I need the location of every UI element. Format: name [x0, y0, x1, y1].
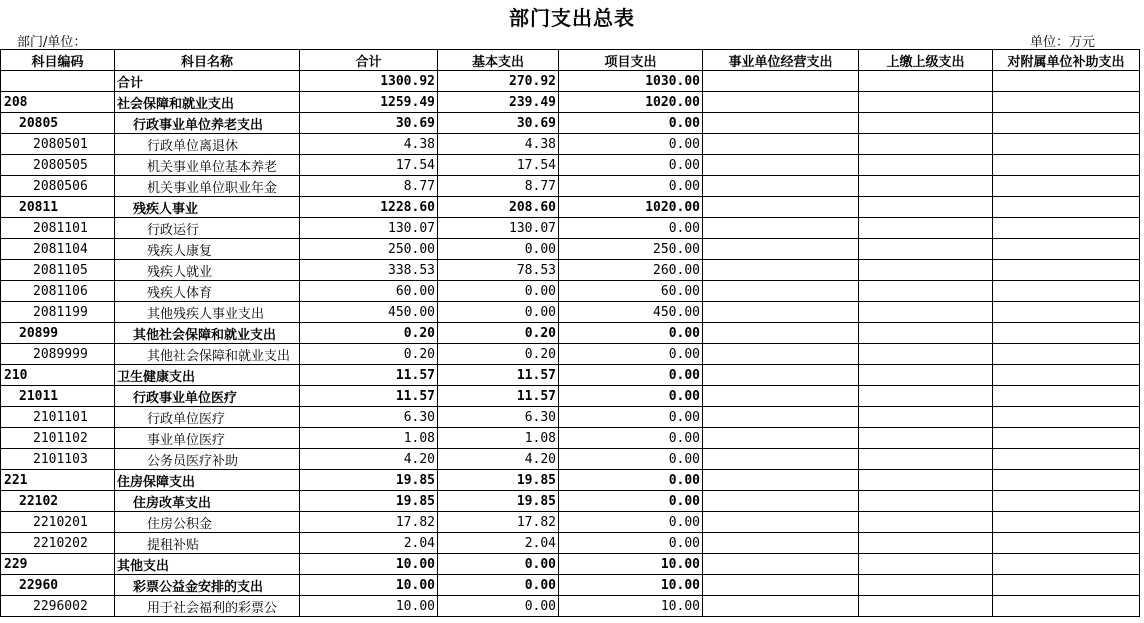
row-subsidy-cell: [993, 260, 1140, 281]
row-total-cell: 1300.92: [300, 71, 438, 92]
table-row: [1, 533, 1140, 554]
row-code-cell: 2080506: [1, 176, 115, 197]
row-operating-cell: [703, 596, 859, 617]
row-basic-cell: 270.92: [438, 71, 559, 92]
row-name-cell: 行政事业单位养老支出: [115, 113, 300, 134]
row-project-cell: 10.00: [559, 575, 703, 596]
row-name-cell: 残疾人体育: [115, 281, 300, 302]
table-row: [1, 470, 1140, 491]
row-subsidy-cell: [993, 302, 1140, 323]
row-total-cell: 1228.60: [300, 197, 438, 218]
row-basic-cell: 1.08: [438, 428, 559, 449]
row-basic-cell: 6.30: [438, 407, 559, 428]
row-operating-cell: [703, 239, 859, 260]
row-project-cell: 0.00: [559, 428, 703, 449]
row-remit-cell: [859, 386, 993, 407]
table-row: [1, 428, 1140, 449]
col-header-code: 科目编码: [1, 50, 115, 71]
row-basic-cell: 239.49: [438, 92, 559, 113]
row-remit-cell: [859, 491, 993, 512]
row-remit-cell: [859, 512, 993, 533]
table-row: [1, 218, 1140, 239]
table-row: [1, 449, 1140, 470]
row-name-cell: 彩票公益金安排的支出: [115, 575, 300, 596]
row-remit-cell: [859, 71, 993, 92]
row-operating-cell: [703, 575, 859, 596]
row-name-cell: 行政事业单位医疗: [115, 386, 300, 407]
row-basic-cell: 17.82: [438, 512, 559, 533]
row-code-cell: 2296002: [1, 596, 115, 617]
row-total-cell: 250.00: [300, 239, 438, 260]
row-operating-cell: [703, 260, 859, 281]
row-operating-cell: [703, 134, 859, 155]
row-remit-cell: [859, 407, 993, 428]
row-name-cell: 行政单位医疗: [115, 407, 300, 428]
row-subsidy-cell: [993, 575, 1140, 596]
row-code-cell: 2080505: [1, 155, 115, 176]
col-header-remit: 上缴上级支出: [859, 50, 993, 71]
table-row: [1, 344, 1140, 365]
row-total-cell: 10.00: [300, 596, 438, 617]
table-row: [1, 554, 1140, 575]
row-remit-cell: [859, 302, 993, 323]
row-project-cell: 0.00: [559, 113, 703, 134]
row-name-cell: 住房公积金: [115, 512, 300, 533]
row-operating-cell: [703, 428, 859, 449]
table-row: [1, 260, 1140, 281]
row-remit-cell: [859, 323, 993, 344]
row-name-cell: 残疾人事业: [115, 197, 300, 218]
row-remit-cell: [859, 449, 993, 470]
row-name-cell: 公务员医疗补助: [115, 449, 300, 470]
row-project-cell: 0.00: [559, 470, 703, 491]
row-basic-cell: 4.38: [438, 134, 559, 155]
row-code-cell: 22960: [1, 575, 115, 596]
department-label: 部门/单位：: [17, 35, 87, 50]
row-code-cell: 2081199: [1, 302, 115, 323]
row-subsidy-cell: [993, 428, 1140, 449]
row-subsidy-cell: [993, 596, 1140, 617]
row-remit-cell: [859, 533, 993, 554]
row-remit-cell: [859, 470, 993, 491]
row-project-cell: 0.00: [559, 512, 703, 533]
row-subsidy-cell: [993, 470, 1140, 491]
row-total-cell: 19.85: [300, 470, 438, 491]
row-subsidy-cell: [993, 386, 1140, 407]
row-code-cell: 229: [1, 554, 115, 575]
row-project-cell: 0.00: [559, 344, 703, 365]
row-name-cell: 社会保障和就业支出: [115, 92, 300, 113]
row-project-cell: 250.00: [559, 239, 703, 260]
row-total-cell: 0.20: [300, 344, 438, 365]
row-operating-cell: [703, 197, 859, 218]
row-total-cell: 130.07: [300, 218, 438, 239]
row-basic-cell: 130.07: [438, 218, 559, 239]
row-name-cell: 行政运行: [115, 218, 300, 239]
row-code-cell: 2101102: [1, 428, 115, 449]
row-basic-cell: 0.20: [438, 323, 559, 344]
row-project-cell: 0.00: [559, 134, 703, 155]
row-total-cell: 8.77: [300, 176, 438, 197]
table-row: [1, 407, 1140, 428]
row-basic-cell: 17.54: [438, 155, 559, 176]
row-remit-cell: [859, 344, 993, 365]
row-name-cell: 其他残疾人事业支出: [115, 302, 300, 323]
table-row: [1, 302, 1140, 323]
row-name-cell: 其他社会保障和就业支出: [115, 344, 300, 365]
row-total-cell: 0.20: [300, 323, 438, 344]
row-project-cell: 0.00: [559, 155, 703, 176]
row-project-cell: 0.00: [559, 176, 703, 197]
row-code-cell: 20811: [1, 197, 115, 218]
row-name-cell: 其他支出: [115, 554, 300, 575]
row-subsidy-cell: [993, 512, 1140, 533]
row-subsidy-cell: [993, 533, 1140, 554]
row-project-cell: 0.00: [559, 218, 703, 239]
row-total-cell: 11.57: [300, 386, 438, 407]
row-operating-cell: [703, 176, 859, 197]
row-basic-cell: 0.20: [438, 344, 559, 365]
row-name-cell: 住房保障支出: [115, 470, 300, 491]
row-project-cell: 1020.00: [559, 92, 703, 113]
table-row: [1, 197, 1140, 218]
row-code-cell: 2089999: [1, 344, 115, 365]
expenditure-table: [0, 49, 1140, 617]
row-name-cell: 住房改革支出: [115, 491, 300, 512]
row-subsidy-cell: [993, 365, 1140, 386]
row-remit-cell: [859, 218, 993, 239]
row-operating-cell: [703, 92, 859, 113]
row-name-cell: 行政单位离退休: [115, 134, 300, 155]
row-basic-cell: 208.60: [438, 197, 559, 218]
row-project-cell: 0.00: [559, 386, 703, 407]
row-subsidy-cell: [993, 407, 1140, 428]
row-remit-cell: [859, 197, 993, 218]
row-subsidy-cell: [993, 92, 1140, 113]
table-row: [1, 239, 1140, 260]
row-remit-cell: [859, 554, 993, 575]
row-code-cell: 2081105: [1, 260, 115, 281]
row-name-cell: 事业单位医疗: [115, 428, 300, 449]
col-header-name: 科目名称: [115, 50, 300, 71]
row-name-cell: 提租补贴: [115, 533, 300, 554]
row-remit-cell: [859, 281, 993, 302]
table-row: [1, 281, 1140, 302]
row-operating-cell: [703, 218, 859, 239]
row-code-cell: 2080501: [1, 134, 115, 155]
row-operating-cell: [703, 386, 859, 407]
row-remit-cell: [859, 365, 993, 386]
row-total-cell: 450.00: [300, 302, 438, 323]
row-basic-cell: 0.00: [438, 281, 559, 302]
row-total-cell: 338.53: [300, 260, 438, 281]
row-subsidy-cell: [993, 71, 1140, 92]
row-name-cell: 机关事业单位基本养老: [115, 155, 300, 176]
row-remit-cell: [859, 575, 993, 596]
row-operating-cell: [703, 470, 859, 491]
row-name-cell: 卫生健康支出: [115, 365, 300, 386]
row-project-cell: 60.00: [559, 281, 703, 302]
row-project-cell: 0.00: [559, 365, 703, 386]
unit-label: 单位：万元: [1030, 35, 1096, 50]
row-remit-cell: [859, 92, 993, 113]
report-title: 部门支出总表: [509, 6, 635, 30]
row-code-cell: 208: [1, 92, 115, 113]
row-basic-cell: 0.00: [438, 575, 559, 596]
row-code-cell: 2081104: [1, 239, 115, 260]
row-basic-cell: 19.85: [438, 470, 559, 491]
row-operating-cell: [703, 281, 859, 302]
table-row: [1, 155, 1140, 176]
row-total-cell: 6.30: [300, 407, 438, 428]
row-subsidy-cell: [993, 218, 1140, 239]
row-code-cell: 2210202: [1, 533, 115, 554]
row-operating-cell: [703, 302, 859, 323]
row-code-cell: 20805: [1, 113, 115, 134]
row-remit-cell: [859, 239, 993, 260]
table-row: [1, 134, 1140, 155]
col-header-total: 合计: [300, 50, 438, 71]
row-code-cell: 20899: [1, 323, 115, 344]
row-basic-cell: 0.00: [438, 239, 559, 260]
row-project-cell: 0.00: [559, 323, 703, 344]
row-subsidy-cell: [993, 554, 1140, 575]
row-total-cell: 60.00: [300, 281, 438, 302]
row-total-cell: 4.20: [300, 449, 438, 470]
row-subsidy-cell: [993, 155, 1140, 176]
row-remit-cell: [859, 428, 993, 449]
row-code-cell: 21011: [1, 386, 115, 407]
row-remit-cell: [859, 155, 993, 176]
row-code-cell: 2081101: [1, 218, 115, 239]
row-subsidy-cell: [993, 134, 1140, 155]
row-operating-cell: [703, 554, 859, 575]
row-remit-cell: [859, 134, 993, 155]
row-total-cell: 17.82: [300, 512, 438, 533]
row-basic-cell: 11.57: [438, 365, 559, 386]
row-basic-cell: 0.00: [438, 554, 559, 575]
table-body: [1, 71, 1140, 617]
row-subsidy-cell: [993, 239, 1140, 260]
table-row: [1, 596, 1140, 617]
table-row: [1, 386, 1140, 407]
row-name-cell: 残疾人就业: [115, 260, 300, 281]
row-subsidy-cell: [993, 344, 1140, 365]
row-operating-cell: [703, 323, 859, 344]
row-operating-cell: [703, 365, 859, 386]
col-header-operating: 事业单位经营支出: [703, 50, 859, 71]
row-code-cell: [1, 71, 115, 92]
row-subsidy-cell: [993, 281, 1140, 302]
table-row: [1, 323, 1140, 344]
row-operating-cell: [703, 491, 859, 512]
row-total-cell: 19.85: [300, 491, 438, 512]
row-operating-cell: [703, 113, 859, 134]
row-operating-cell: [703, 71, 859, 92]
row-code-cell: 210: [1, 365, 115, 386]
row-name-cell: 其他社会保障和就业支出: [115, 323, 300, 344]
header-row: [1, 50, 1140, 71]
row-total-cell: 30.69: [300, 113, 438, 134]
row-code-cell: 2101101: [1, 407, 115, 428]
row-basic-cell: 30.69: [438, 113, 559, 134]
row-project-cell: 0.00: [559, 407, 703, 428]
table-row: [1, 575, 1140, 596]
row-project-cell: 0.00: [559, 491, 703, 512]
row-total-cell: 10.00: [300, 575, 438, 596]
row-project-cell: 260.00: [559, 260, 703, 281]
row-total-cell: 2.04: [300, 533, 438, 554]
row-total-cell: 10.00: [300, 554, 438, 575]
row-code-cell: 2210201: [1, 512, 115, 533]
row-operating-cell: [703, 155, 859, 176]
row-subsidy-cell: [993, 197, 1140, 218]
row-remit-cell: [859, 596, 993, 617]
row-total-cell: 17.54: [300, 155, 438, 176]
row-basic-cell: 0.00: [438, 596, 559, 617]
row-remit-cell: [859, 176, 993, 197]
row-code-cell: 221: [1, 470, 115, 491]
table-row: [1, 491, 1140, 512]
row-basic-cell: 19.85: [438, 491, 559, 512]
row-project-cell: 0.00: [559, 533, 703, 554]
row-subsidy-cell: [993, 449, 1140, 470]
row-name-cell: 合计: [115, 71, 300, 92]
col-header-basic: 基本支出: [438, 50, 559, 71]
table-row: [1, 512, 1140, 533]
row-project-cell: 0.00: [559, 449, 703, 470]
row-operating-cell: [703, 533, 859, 554]
row-name-cell: 残疾人康复: [115, 239, 300, 260]
row-subsidy-cell: [993, 113, 1140, 134]
row-name-cell: 用于社会福利的彩票公: [115, 596, 300, 617]
table-row: [1, 365, 1140, 386]
row-subsidy-cell: [993, 323, 1140, 344]
row-project-cell: 10.00: [559, 554, 703, 575]
row-project-cell: 1020.00: [559, 197, 703, 218]
row-remit-cell: [859, 260, 993, 281]
row-project-cell: 1030.00: [559, 71, 703, 92]
row-basic-cell: 0.00: [438, 302, 559, 323]
row-basic-cell: 11.57: [438, 386, 559, 407]
row-operating-cell: [703, 512, 859, 533]
row-operating-cell: [703, 344, 859, 365]
row-code-cell: 22102: [1, 491, 115, 512]
row-code-cell: 2081106: [1, 281, 115, 302]
row-name-cell: 机关事业单位职业年金: [115, 176, 300, 197]
row-basic-cell: 8.77: [438, 176, 559, 197]
row-total-cell: 4.38: [300, 134, 438, 155]
col-header-subsidy: 对附属单位补助支出: [993, 50, 1140, 71]
row-total-cell: 11.57: [300, 365, 438, 386]
table-row: [1, 113, 1140, 134]
table-row: [1, 71, 1140, 92]
row-basic-cell: 2.04: [438, 533, 559, 554]
row-project-cell: 10.00: [559, 596, 703, 617]
row-remit-cell: [859, 113, 993, 134]
row-subsidy-cell: [993, 491, 1140, 512]
row-operating-cell: [703, 449, 859, 470]
col-header-project: 项目支出: [559, 50, 703, 71]
row-operating-cell: [703, 407, 859, 428]
row-basic-cell: 78.53: [438, 260, 559, 281]
row-subsidy-cell: [993, 176, 1140, 197]
row-basic-cell: 4.20: [438, 449, 559, 470]
row-total-cell: 1259.49: [300, 92, 438, 113]
row-project-cell: 450.00: [559, 302, 703, 323]
row-total-cell: 1.08: [300, 428, 438, 449]
table-row: [1, 176, 1140, 197]
table-row: [1, 92, 1140, 113]
row-code-cell: 2101103: [1, 449, 115, 470]
